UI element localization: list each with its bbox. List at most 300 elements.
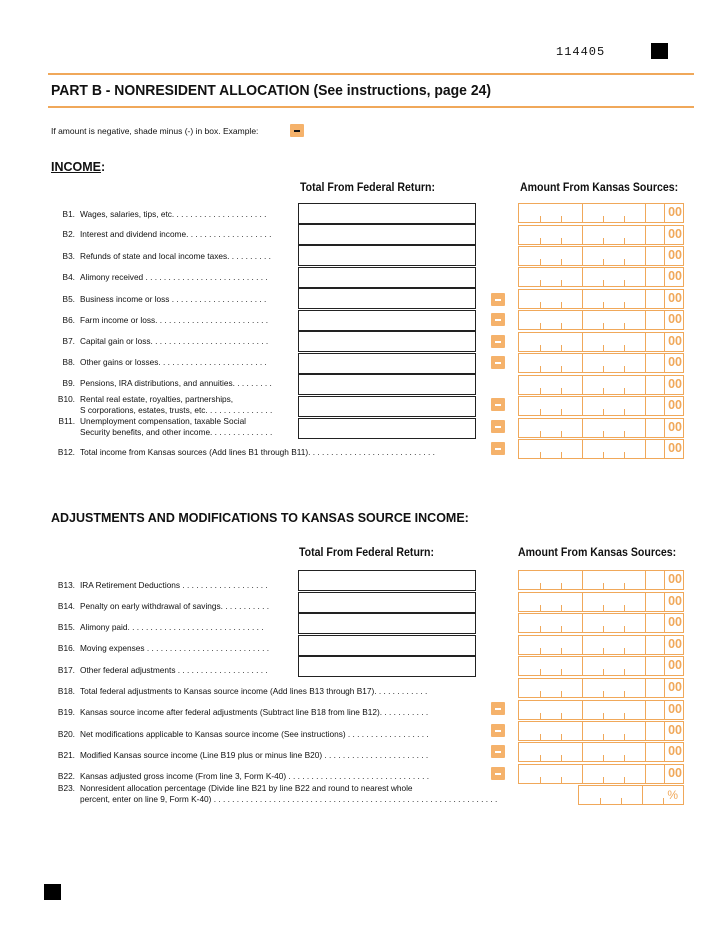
cents-label: 00: [668, 441, 682, 455]
line-text: Capital gain or loss. . . . . . . . . . . . . . . . . . . . . . . . . .: [80, 336, 269, 346]
income-col-kansas: Amount From Kansas Sources:: [520, 182, 679, 194]
digit-separator: [603, 323, 604, 329]
digit-separator: [561, 323, 562, 329]
cents-label: 00: [668, 658, 682, 672]
line-text: Moving expenses . . . . . . . . . . . . . . . . . . . . . . . . . . .: [80, 643, 270, 653]
digit-separator: [582, 354, 583, 372]
digit-separator: [561, 409, 562, 415]
line-text: Modified Kansas source income (Line B19 plus or minus line B20) . . . . . . . . . . . . . . . . . . . . . . .: [80, 750, 429, 760]
digit-separator: [664, 204, 665, 222]
income-heading: INCOME:: [51, 160, 106, 174]
digit-separator: [540, 345, 541, 351]
digit-separator: [624, 583, 625, 589]
line-label-b19: [50, 707, 428, 718]
line-text-continued: Security benefits, and other income. . . . . . . . . . . . . .: [80, 427, 273, 437]
digit-separator: [540, 431, 541, 437]
digit-separator: [664, 743, 665, 761]
kansas-amount-field[interactable]: [518, 353, 684, 373]
kansas-amount-field[interactable]: [518, 375, 684, 395]
digit-separator: [664, 290, 665, 308]
line-number: B15.: [57, 622, 75, 632]
federal-amount-field[interactable]: [298, 635, 476, 656]
federal-amount-field[interactable]: [298, 288, 476, 309]
kansas-amount-field[interactable]: [518, 678, 684, 698]
minus-sign-box[interactable]: [491, 442, 505, 455]
federal-amount-field[interactable]: [298, 203, 476, 224]
digit-separator: [540, 755, 541, 761]
digit-separator: [664, 636, 665, 654]
minus-sign-box[interactable]: [491, 767, 505, 780]
kansas-amount-field[interactable]: [518, 570, 684, 590]
digit-separator: [624, 755, 625, 761]
digit-separator: [561, 583, 562, 589]
digit-separator: [582, 204, 583, 222]
digit-separator: [624, 669, 625, 675]
digit-separator: [645, 743, 646, 761]
kansas-amount-field[interactable]: [518, 246, 684, 266]
digit-separator: [582, 679, 583, 697]
digit-separator: [561, 345, 562, 351]
digit-separator: [645, 765, 646, 783]
digit-separator: [603, 734, 604, 740]
digit-separator: [561, 431, 562, 437]
digit-separator: [540, 366, 541, 372]
digit-separator: [603, 669, 604, 675]
line-text: Business income or loss . . . . . . . . . . . . . . . . . . . . .: [80, 294, 267, 304]
line-label-b7: [50, 336, 268, 347]
title-bottom-rule: [48, 106, 694, 108]
digit-separator: [540, 605, 541, 611]
digit-separator: [624, 452, 625, 458]
digit-separator: [664, 722, 665, 740]
kansas-amount-field[interactable]: [518, 764, 684, 784]
negative-instruction: If amount is negative, shade minus (-) in box. Example:: [51, 126, 259, 136]
line-text: Alimony paid. . . . . . . . . . . . . . . . . . . . . . . . . . . . . .: [80, 622, 264, 632]
line-number: B3.: [62, 251, 75, 261]
digit-separator: [664, 679, 665, 697]
digit-separator: [561, 777, 562, 783]
line-text: Unemployment compensation, taxable Social: [80, 416, 247, 426]
digit-separator: [645, 614, 646, 632]
digit-separator: [582, 440, 583, 458]
line-label-b22: [50, 771, 429, 782]
digit-separator: [645, 657, 646, 675]
minus-glyph: [495, 404, 501, 406]
digit-separator: [540, 648, 541, 654]
line-label-b12: [50, 447, 435, 458]
line-number: B6.: [62, 315, 75, 325]
minus-glyph: [495, 319, 501, 321]
minus-sign-box[interactable]: [491, 398, 505, 411]
line-label-b8: [50, 357, 267, 368]
line-text: Nonresident allocation percentage (Divide line B21 by line B22 and round to nearest whole: [80, 783, 413, 793]
digit-separator: [582, 593, 583, 611]
digit-separator: [603, 626, 604, 632]
digit-separator: [582, 311, 583, 329]
line-number: B16.: [57, 643, 75, 653]
federal-amount-field[interactable]: [298, 418, 476, 439]
digit-separator: [664, 268, 665, 286]
digit-separator: [624, 345, 625, 351]
registration-mark-bottom-left: [44, 884, 61, 900]
page-title: PART B - NONRESIDENT ALLOCATION (See instructions, page 24): [51, 82, 491, 99]
digit-separator: [561, 452, 562, 458]
minus-sign-box[interactable]: [491, 420, 505, 433]
form-number: 114405: [556, 45, 606, 59]
kansas-amount-field[interactable]: [518, 439, 684, 459]
minus-sign-box[interactable]: [491, 335, 505, 348]
line-number: B4.: [62, 272, 75, 282]
digit-separator: [561, 605, 562, 611]
digit-separator: [624, 302, 625, 308]
line-number: B5.: [62, 294, 75, 304]
minus-glyph: [495, 299, 501, 301]
line-label-b23: [50, 783, 497, 805]
minus-sign-box[interactable]: [491, 293, 505, 306]
kansas-amount-field[interactable]: [518, 635, 684, 655]
line-label-b1: [50, 209, 266, 220]
digit-separator: [540, 259, 541, 265]
kansas-amount-field[interactable]: [518, 289, 684, 309]
digit-separator: [540, 388, 541, 394]
digit-separator: [603, 259, 604, 265]
cents-label: 00: [668, 723, 682, 737]
federal-amount-field[interactable]: [298, 245, 476, 266]
minus-sign-box[interactable]: [491, 313, 505, 326]
digit-separator: [603, 280, 604, 286]
line-label-b18: [50, 686, 427, 697]
digit-separator: [624, 605, 625, 611]
title-top-rule: [48, 73, 694, 75]
digit-separator: [624, 366, 625, 372]
federal-amount-field[interactable]: [298, 613, 476, 634]
digit-separator: [664, 701, 665, 719]
line-text: IRA Retirement Deductions . . . . . . . . . . . . . . . . . . .: [80, 580, 268, 590]
line-text: Kansas adjusted gross income (From line 3, Form K-40) . . . . . . . . . . . . . . . . . . . . . . . . . . . . . . .: [80, 771, 430, 781]
registration-mark-top-right: [651, 43, 668, 59]
minus-sign-box[interactable]: [491, 724, 505, 737]
digit-separator: [645, 354, 646, 372]
federal-amount-field[interactable]: [298, 570, 476, 591]
digit-separator: [582, 743, 583, 761]
digit-separator: [621, 798, 622, 804]
digit-separator: [561, 626, 562, 632]
line-number: B1.: [62, 209, 75, 219]
federal-amount-field[interactable]: [298, 331, 476, 352]
line-number: B10.: [57, 394, 75, 404]
digit-separator: [603, 755, 604, 761]
federal-amount-field[interactable]: [298, 656, 476, 677]
line-number: B13.: [57, 580, 75, 590]
digit-separator: [664, 247, 665, 265]
digit-separator: [624, 734, 625, 740]
digit-separator: [582, 376, 583, 394]
digit-separator: [582, 701, 583, 719]
line-label-b9: [50, 378, 272, 389]
cents-label: 00: [668, 248, 682, 262]
minus-glyph: [495, 730, 501, 732]
digit-separator: [582, 268, 583, 286]
digit-separator: [582, 333, 583, 351]
kansas-amount-field[interactable]: [518, 742, 684, 762]
digit-separator: [624, 323, 625, 329]
line-number: B2.: [62, 229, 75, 239]
digit-separator: [624, 431, 625, 437]
digit-separator: [540, 302, 541, 308]
line-number: B19.: [57, 707, 75, 717]
federal-amount-field[interactable]: [298, 396, 476, 417]
digit-separator: [561, 734, 562, 740]
digit-separator: [624, 713, 625, 719]
line-number: B11.: [58, 416, 75, 426]
example-minus-box: [290, 124, 304, 137]
digit-separator: [664, 657, 665, 675]
digit-separator: [561, 216, 562, 222]
digit-separator: [645, 440, 646, 458]
digit-separator: [561, 388, 562, 394]
kansas-amount-field[interactable]: [518, 332, 684, 352]
digit-separator: [540, 280, 541, 286]
line-number: B7.: [62, 336, 75, 346]
cents-label: 00: [668, 420, 682, 434]
kansas-amount-field[interactable]: [518, 225, 684, 245]
line-text: Net modifications applicable to Kansas source income (See instructions) . . . . . . . . . . . . . . . . . .: [80, 729, 429, 739]
cents-label: 00: [668, 355, 682, 369]
line-text: Interest and dividend income. . . . . . . . . . . . . . . . . . .: [80, 229, 272, 239]
line-number: B21.: [57, 750, 75, 760]
digit-separator: [540, 409, 541, 415]
minus-glyph: [495, 773, 501, 775]
digit-separator: [582, 419, 583, 437]
cents-label: 00: [668, 291, 682, 305]
digit-separator: [664, 593, 665, 611]
minus-glyph: [495, 362, 501, 364]
kansas-amount-field[interactable]: [518, 418, 684, 438]
digit-separator: [664, 765, 665, 783]
income-col-federal: Total From Federal Return:: [300, 182, 436, 194]
digit-separator: [645, 290, 646, 308]
digit-separator: [582, 226, 583, 244]
digit-separator: [624, 691, 625, 697]
digit-separator: [582, 397, 583, 415]
minus-glyph: [495, 708, 501, 710]
digit-separator: [664, 440, 665, 458]
digit-separator: [582, 247, 583, 265]
line-text-continued: percent, enter on line 9, Form K-40) . . . . . . . . . . . . . . . . . . . . . . . . . . . . . . . . . . . . . . . . . . . . . . . . . . . . . . . . . . . . . .: [80, 794, 498, 804]
digit-separator: [561, 302, 562, 308]
federal-amount-field[interactable]: [298, 267, 476, 288]
digit-separator: [642, 786, 643, 804]
digit-separator: [582, 765, 583, 783]
federal-amount-field[interactable]: [298, 374, 476, 395]
digit-separator: [540, 734, 541, 740]
digit-separator: [603, 345, 604, 351]
line-number: B9.: [62, 378, 75, 388]
line-label-b11: [50, 416, 272, 438]
cents-label: 00: [668, 205, 682, 219]
cents-label: 00: [668, 702, 682, 716]
percent-sign: %: [667, 788, 678, 802]
digit-separator: [664, 226, 665, 244]
adjustments-col-federal: Total From Federal Return:: [299, 547, 435, 559]
line-text: Pensions, IRA distributions, and annuities. . . . . . . . .: [80, 378, 272, 388]
digit-separator: [540, 626, 541, 632]
cents-label: 00: [668, 744, 682, 758]
digit-separator: [603, 583, 604, 589]
kansas-amount-field[interactable]: [518, 592, 684, 612]
cents-label: 00: [668, 269, 682, 283]
line-text: Total federal adjustments to Kansas source income (Add lines B13 through B17). . . . . . . . . . . .: [80, 686, 428, 696]
kansas-amount-field[interactable]: [518, 396, 684, 416]
digit-separator: [603, 238, 604, 244]
digit-separator: [645, 226, 646, 244]
minus-sign-box[interactable]: [491, 745, 505, 758]
line-label-b21: [50, 750, 428, 761]
line-text: Alimony received . . . . . . . . . . . . . . . . . . . . . . . . . . .: [80, 272, 268, 282]
line-text: Farm income or loss. . . . . . . . . . . . . . . . . . . . . . . . .: [80, 315, 269, 325]
line-label-b20: [50, 729, 429, 740]
digit-separator: [645, 311, 646, 329]
federal-amount-field[interactable]: [298, 224, 476, 245]
federal-amount-field[interactable]: [298, 310, 476, 331]
line-label-b15: [50, 622, 264, 633]
digit-separator: [624, 388, 625, 394]
digit-separator: [540, 777, 541, 783]
line-number: B18.: [57, 686, 75, 696]
digit-separator: [582, 657, 583, 675]
line-number: B14.: [57, 601, 75, 611]
line-text-continued: S corporations, estates, trusts, etc. . . . . . . . . . . . . . .: [80, 405, 273, 415]
line-number: B22.: [57, 771, 75, 781]
line-label-b3: [50, 251, 271, 262]
line-label-b13: [50, 580, 268, 591]
digit-separator: [561, 691, 562, 697]
kansas-amount-field[interactable]: [578, 785, 684, 805]
digit-separator: [663, 798, 664, 804]
line-text: Other gains or losses. . . . . . . . . . . . . . . . . . . . . . . .: [80, 357, 267, 367]
digit-separator: [582, 571, 583, 589]
federal-amount-field[interactable]: [298, 353, 476, 374]
federal-amount-field[interactable]: [298, 592, 476, 613]
cents-label: 00: [668, 572, 682, 586]
digit-separator: [561, 366, 562, 372]
digit-separator: [582, 290, 583, 308]
digit-separator: [561, 238, 562, 244]
digit-separator: [561, 713, 562, 719]
kansas-amount-field[interactable]: [518, 203, 684, 223]
cents-label: 00: [668, 594, 682, 608]
minus-sign-box[interactable]: [491, 356, 505, 369]
digit-separator: [664, 397, 665, 415]
line-number: B20.: [57, 729, 75, 739]
digit-separator: [603, 388, 604, 394]
line-label-b14: [50, 601, 269, 612]
line-label-b4: [50, 272, 268, 283]
digit-separator: [540, 691, 541, 697]
adjustments-heading: ADJUSTMENTS AND MODIFICATIONS TO KANSAS SOURCE INCOME:: [51, 511, 469, 525]
kansas-amount-field[interactable]: [518, 721, 684, 741]
digit-separator: [603, 648, 604, 654]
digit-separator: [540, 713, 541, 719]
cents-label: 00: [668, 312, 682, 326]
digit-separator: [645, 571, 646, 589]
digit-separator: [624, 777, 625, 783]
digit-separator: [603, 452, 604, 458]
line-text: Refunds of state and local income taxes. . . . . . . . . .: [80, 251, 271, 261]
digit-separator: [645, 268, 646, 286]
digit-separator: [603, 216, 604, 222]
digit-separator: [645, 679, 646, 697]
cents-label: 00: [668, 615, 682, 629]
line-label-b2: [50, 229, 271, 240]
kansas-amount-field[interactable]: [518, 267, 684, 287]
digit-separator: [603, 691, 604, 697]
digit-separator: [603, 409, 604, 415]
cents-label: 00: [668, 637, 682, 651]
cents-label: 00: [668, 398, 682, 412]
cents-label: 00: [668, 680, 682, 694]
digit-separator: [664, 376, 665, 394]
digit-separator: [664, 354, 665, 372]
digit-separator: [582, 614, 583, 632]
digit-separator: [664, 333, 665, 351]
minus-glyph: [495, 448, 501, 450]
digit-separator: [645, 593, 646, 611]
digit-separator: [603, 605, 604, 611]
digit-separator: [540, 583, 541, 589]
digit-separator: [561, 755, 562, 761]
cents-label: 00: [668, 766, 682, 780]
line-label-b17: [50, 665, 268, 676]
digit-separator: [540, 669, 541, 675]
digit-separator: [561, 648, 562, 654]
digit-separator: [624, 280, 625, 286]
digit-separator: [645, 701, 646, 719]
line-number: B17.: [57, 665, 75, 675]
digit-separator: [603, 366, 604, 372]
minus-glyph: [495, 426, 501, 428]
digit-separator: [645, 204, 646, 222]
kansas-amount-field[interactable]: [518, 613, 684, 633]
line-label-b10: [50, 394, 272, 416]
digit-separator: [603, 713, 604, 719]
digit-separator: [645, 333, 646, 351]
kansas-amount-field[interactable]: [518, 310, 684, 330]
digit-separator: [624, 648, 625, 654]
digit-separator: [624, 409, 625, 415]
digit-separator: [603, 431, 604, 437]
digit-separator: [561, 669, 562, 675]
digit-separator: [582, 636, 583, 654]
digit-separator: [645, 419, 646, 437]
digit-separator: [561, 259, 562, 265]
minus-sign-box[interactable]: [491, 702, 505, 715]
digit-separator: [561, 280, 562, 286]
digit-separator: [664, 571, 665, 589]
digit-separator: [664, 311, 665, 329]
digit-separator: [624, 626, 625, 632]
line-label-b16: [50, 643, 269, 654]
kansas-amount-field[interactable]: [518, 656, 684, 676]
digit-separator: [645, 722, 646, 740]
digit-separator: [645, 376, 646, 394]
digit-separator: [540, 238, 541, 244]
digit-separator: [540, 323, 541, 329]
minus-glyph: [495, 341, 501, 343]
line-text: Penalty on early withdrawal of savings. . . . . . . . . . .: [80, 601, 270, 611]
digit-separator: [624, 238, 625, 244]
kansas-amount-field[interactable]: [518, 700, 684, 720]
